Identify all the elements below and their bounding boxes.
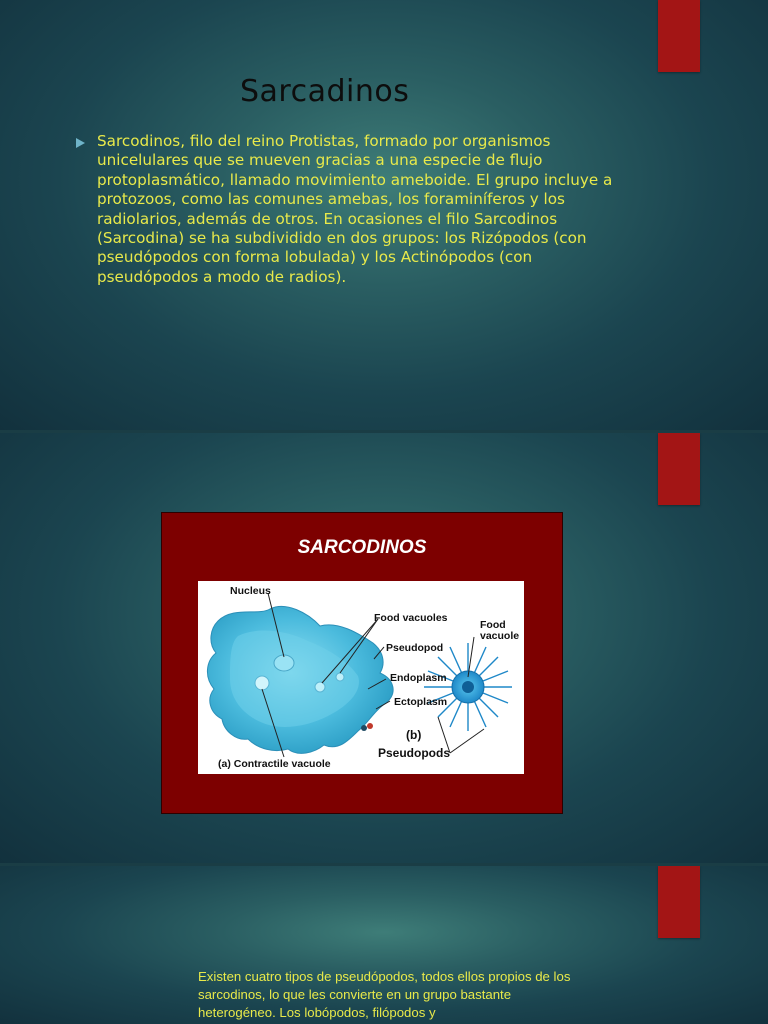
contractile-vacuole-shape: [255, 676, 269, 690]
label-pseudopods: Pseudopods: [378, 746, 451, 760]
label-food-vacuoles: Food vacuoles: [374, 612, 448, 624]
label-food-vacuole-1: Food: [480, 619, 506, 631]
red-accent-tab: [658, 866, 700, 938]
slide-title: Sarcadinos: [240, 74, 410, 109]
label-ectoplasm: Ectoplasm: [394, 696, 448, 708]
food-vacuole-shape: [315, 682, 325, 692]
food-particle-shape: [367, 723, 373, 729]
red-accent-tab: [658, 433, 700, 505]
bullet-item: [76, 132, 636, 287]
label-nucleus: Nucleus: [230, 585, 271, 597]
label-contractile-vacuole: (a) Contractile vacuole: [218, 758, 331, 770]
label-pseudopod: Pseudopod: [386, 642, 444, 654]
red-accent-tab: [658, 0, 700, 72]
label-endoplasm: Endoplasm: [390, 672, 447, 684]
label-b: (b): [406, 728, 422, 742]
food-vacuole-shape: [336, 673, 344, 681]
nucleus-shape: [274, 655, 294, 671]
bullet-arrow-icon: [76, 138, 85, 148]
amoeba-diagram: [198, 581, 524, 774]
slide-2: [0, 433, 768, 863]
slide-1: [0, 0, 768, 430]
sarcodinos-figure: [161, 512, 563, 814]
bullet-text: Sarcodinos, filo del reino Protistas, formado por organismos unicelulares que se mueven gracias a una especie de flujo protoplasmático, llamado movimiento ameboide. El grupo incluye a protozoos, como las comunes amebas, los foraminíferos y los radiolarios, además de otros. En ocasiones el filo Sarcodinos (Sarcodina) se ha subdividido en dos grupos: los Rizópodos (con pseudópodos con forma lobulada) y los Actinópodos (con pseudópodos a modo de radios).: [97, 132, 613, 286]
figure-title: SARCODINOS: [297, 537, 427, 558]
slide-3: [0, 866, 768, 1024]
label-food-vacuole-2: vacuole: [480, 630, 520, 642]
actinopod-shape: [424, 643, 512, 731]
slide-3-text: Existen cuatro tipos de pseudópodos, todos ellos propios de los sarcodinos, lo que les convierte en un grupo bastante heterogéneo. Los lobópodos, filópodos y: [198, 969, 571, 1020]
